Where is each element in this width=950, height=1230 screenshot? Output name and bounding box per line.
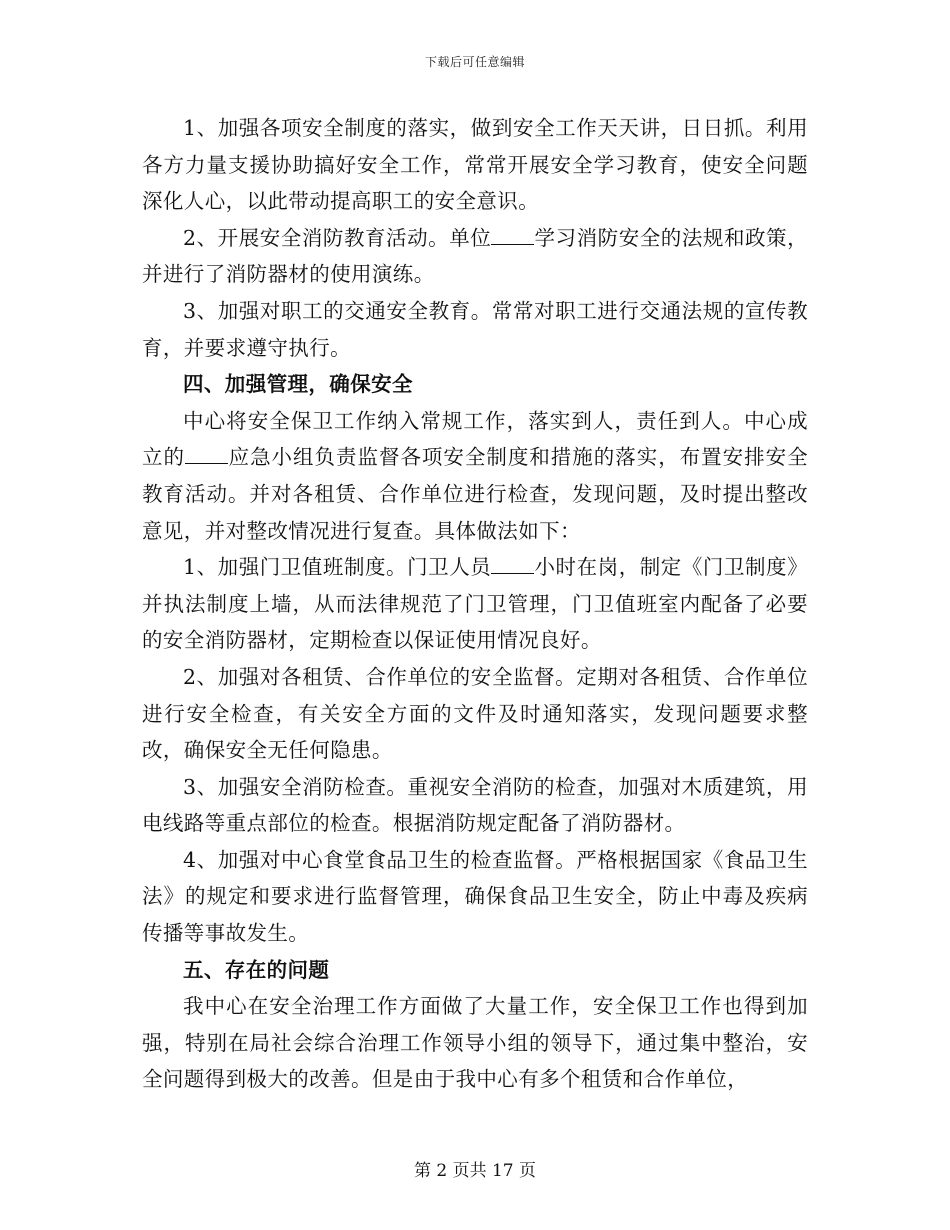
fill-in-blank	[491, 223, 534, 245]
paragraph-6	[142, 549, 808, 659]
paragraph-7	[142, 659, 808, 769]
section-heading-4: 四、加强管理，确保安全	[183, 372, 413, 397]
paragraph-text: 小时在岗，制定《门卫制度》并执法制度上墙，从而法律规范了门卫管理，门卫值班室内配备了必要的安全消防器材，定期检查以保证使用情况良好。	[142, 555, 808, 653]
paragraph-3	[142, 293, 808, 366]
page-header-note: 下载后可任意编辑	[424, 55, 525, 69]
paragraph-5	[142, 403, 808, 549]
section-heading-5: 五、存在的问题	[183, 957, 330, 982]
paragraph-text: 应急小组负责监督各项安全制度和措施的落实，布置安排安全教育活动。并对各租赁、合作单位进行检查，发现问题，及时提出整改意见，并对整改情况进行复查。具体做法如下：	[142, 445, 808, 543]
fill-in-blank	[491, 553, 534, 575]
page-footer: 第 2 页共 17 页	[413, 1161, 537, 1181]
fill-in-blank	[185, 443, 228, 465]
paragraph-8	[142, 769, 808, 842]
paragraph-9	[142, 842, 808, 952]
paragraph-2	[142, 220, 808, 293]
paragraph-11	[142, 988, 808, 1098]
paragraph-text: 1、加强门卫值班制度。门卫人员	[183, 555, 492, 580]
paragraph-text: 3、加强对职工的交通安全教育。常常对职工进行交通法规的宣传教育，并要求遵守执行。	[142, 298, 808, 360]
paragraph-1	[142, 110, 808, 220]
paragraph-text: 学习消防安全的法规和政策，并进行了消防器材的使用演练。	[142, 225, 808, 287]
paragraph-text: 我中心在安全治理工作方面做了大量工作，安全保卫工作也得到加强，特别在局社会综合治理工作领导小组的领导下，通过集中整治，安全问题得到极大的改善。但是由于我中心有多个租赁和合作单位，	[142, 994, 808, 1092]
paragraph-text: 2、开展安全消防教育活动。单位	[183, 225, 492, 250]
paragraph-text: 中心将安全保卫工作纳入常规工作，落实到人，责任到人。中心成立的	[142, 408, 808, 470]
paragraph-text: 1、加强各项安全制度的落实，做到安全工作天天讲，日日抓。利用各方力量支援协助搞好安全工作，常常开展安全学习教育，使安全问题深化人心，以此带动提高职工的安全意识。	[142, 116, 808, 214]
document-body	[142, 110, 808, 1098]
paragraph-text: 4、加强对中心食堂食品卫生的检查监督。严格根据国家《食品卫生法》的规定和要求进行监督管理，确保食品卫生安全，防止中毒及疾病传播等事故发生。	[142, 847, 808, 946]
paragraph-text: 2、加强对各租赁、合作单位的安全监督。定期对各租赁、合作单位进行安全检查，有关安全方面的文件及时通知落实，发现问题要求整改，确保安全无任何隐患。	[142, 664, 808, 763]
paragraph-text: 3、加强安全消防检查。重视安全消防的检查，加强对木质建筑，用电线路等重点部位的检查。根据消防规定配备了消防器材。	[142, 774, 808, 836]
